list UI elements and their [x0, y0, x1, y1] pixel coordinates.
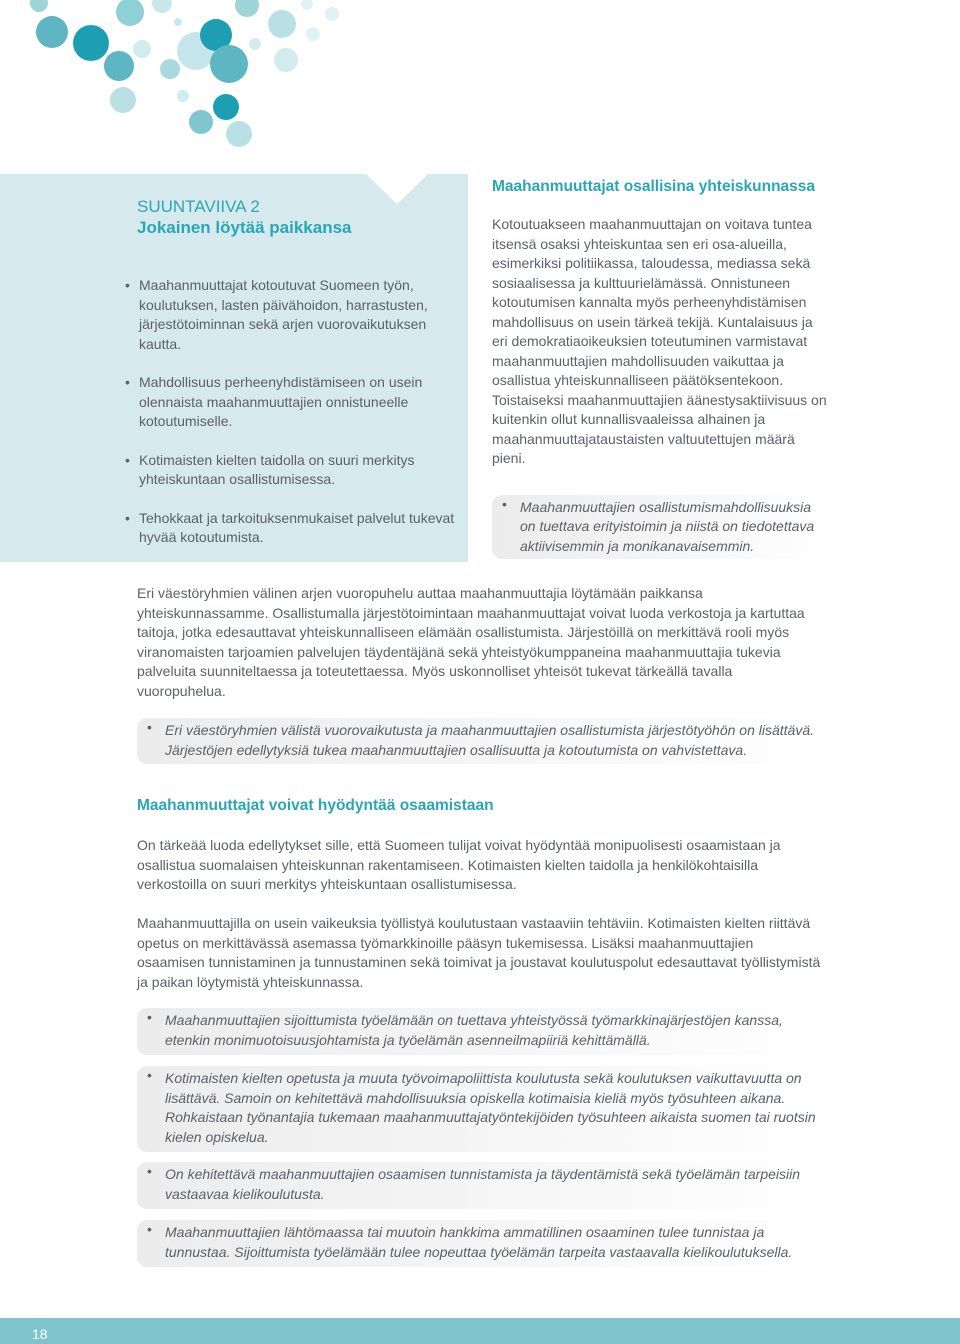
bullet-icon: •	[147, 1067, 152, 1083]
callout-qualifications: • Maahanmuuttajien lähtömaassa tai muutoin hankkima ammatillinen osaaminen tulee tunnistaa ja tunnustaa. Sijoittumista työelämään tulee nopeuttaa työelämän tarpeita vastaavalla kielikoulutuksella.	[137, 1220, 823, 1267]
section-heading-participation: Maahanmuuttajat osallisina yhteiskunnassa	[492, 178, 816, 195]
bullet-icon: •	[502, 495, 507, 512]
callout-participation: • Maahanmuuttajien osallistumismahdollisuuksia on tuettava erityistoimin ja niistä on tiedotettava aktiivisemmin ja monikanavaisemmin.	[492, 495, 832, 560]
bullet-icon: •	[125, 277, 130, 293]
bullet-icon: •	[125, 509, 130, 526]
right-column	[492, 178, 832, 559]
callout-employment: • Maahanmuuttajien sijoittumista työelämään on tuettava yhteistyössä työmarkkinajärjestöjen kanssa, etenkin monimuotoisuusjohtamista ja työelämän asenneilmapiiriä kehittämällä.	[137, 1008, 823, 1055]
list-item: • Tehokkaat ja tarkoituksenmukaiset palvelut tukevat hyvää kotoutumista.	[125, 509, 455, 545]
main-paragraph-3: Maahanmuuttajilla on usein vaikeuksia työllistyä koulutustaan vastaaviin tehtäviin. Kotimaisten kielten riittävä opetus on merkittävässä asemassa työmarkkinoille pääsyn tukemisessa. Lisäksi maahanmuuttajien osaamisen tunnistaminen ja tunnustaminen sekä toimivat ja joustavat koulutuspolut edesauttavat työllistymistä ja paikan löytymistä yhteiskunnassa.	[137, 915, 821, 990]
list-item: • Kotimaisten kielten taidolla on suuri merkitys yhteiskuntaan osallistumisessa.	[125, 451, 415, 487]
guideline-label: SUUNTAVIIVA 2	[137, 197, 260, 216]
list-item: • Maahanmuuttajat kotoutuvat Suomeen työn, koulutuksen, lasten päivähoidon, harrastusten, järjestötoiminnan sekä arjen vuorovaikutuksen kautta.	[125, 277, 428, 352]
bullet-icon: •	[147, 1221, 152, 1237]
bullet-icon: •	[147, 1163, 152, 1179]
footer-bar	[0, 1318, 960, 1344]
participation-paragraph: Kotoutuakseen maahanmuuttajan on voitava tuntea itsensä osaksi yhteiskuntaa sen eri osa-alueilla, esimerkiksi politiikassa, taloudessa, mediassa sekä sosiaalisessa ja kulttuurielämässä. Onnistuneen kotoutumisen kannalta myös perheenyhdistämisen mahdollisuus on usein tärkeä tekijä. Kuntalaisuus ja eri demokratiaoikeuksien toteutuminen varmistavat maahanmuuttajien mahdollisuuden vaikuttaa ja osallistua yhteiskunnalliseen päätöksentekoon. Toistaiseksi maahanmuuttajien äänestysaktiivisuus on kuitenkin ollut kunnallisvaaleissa alhainen ja maahanmuuttajataustaisten valtuutettujen määrä pieni.	[492, 216, 827, 466]
bullet-icon: •	[147, 1009, 152, 1025]
panel-notch	[366, 174, 428, 204]
decorative-bubbles	[0, 0, 360, 160]
bullet-icon: •	[125, 451, 130, 468]
callout-language-training: • Kotimaisten kielten opetusta ja muuta työvoimapoliittista koulutusta sekä koulutuksen vaikuttavuutta on lisättävä. Samoin on kehitettävä mahdollisuuksia opiskella kotimaisia kieliä myös työsuhteen aikana. Rohkaistaan työnantajia tukemaan maahanmuuttajatyöntekijöiden työsuhteen aikaista suomen tai ruotsin kielen opiskelua.	[137, 1066, 823, 1152]
main-paragraph-1: Eri väestöryhmien välinen arjen vuoropuhelu auttaa maahanmuuttajia löytämään paikkansa yhteiskunnassamme. Osallistumalla järjestötoimintaan maahanmuuttajat voivat luoda verkostoja ja kartuttaa taitoja, jotka edesauttavat yhteiskunnalliseen elämään osallistumista. Järjestöillä on merkittävä rooli myös viranomaisten tarjoamien palvelujen täydentäjänä sekä yhteistyökumppaneina maahanmuuttajia tukevia palveluita suunniteltaessa ja toteutettaessa. Myös uskonnolliset yhteisöt tukevat tärkeällä tavalla vuoropuhelua.	[137, 585, 805, 699]
guideline-title: Jokainen löytää paikkansa	[137, 218, 352, 237]
callout-organisations: • Eri väestöryhmien välistä vuorovaikutusta ja maahanmuuttajien osallistumista järjestötyöhön on lisättävä. Järjestöjen edellytyksiä tukea maahanmuuttajien osallisuutta ja kotoutumista on vahvistettava.	[137, 718, 823, 764]
bullet-icon: •	[147, 719, 152, 735]
main-paragraph-2: On tärkeää luoda edellytykset sille, että Suomeen tulijat voivat hyödyntää monipuolisesti osaamistaan ja osallistua suomalaisen yhteiskunnan rakentamiseen. Kotimaisten kielten taidolla ja henkilökohtaisilla verkostoilla on suuri merkitys yhteiskuntaan osallistumisessa.	[137, 837, 781, 892]
callout-skills-recognition: • On kehitettävä maahanmuuttajien osaamisen tunnistamista ja täydentämistä sekä työelämän tarpeisiin vastaavaa kielikoulutusta.	[137, 1162, 823, 1209]
list-item: • Mahdollisuus perheenyhdistämiseen on usein olennaista maahanmuuttajien onnistuneelle kotoutumiselle.	[125, 374, 423, 429]
guideline-list	[118, 276, 458, 567]
bullet-icon: •	[125, 374, 130, 390]
page-number: 18	[32, 1326, 48, 1342]
section-heading-skills: Maahanmuuttajat voivat hyödyntää osaamistaan	[137, 797, 494, 814]
